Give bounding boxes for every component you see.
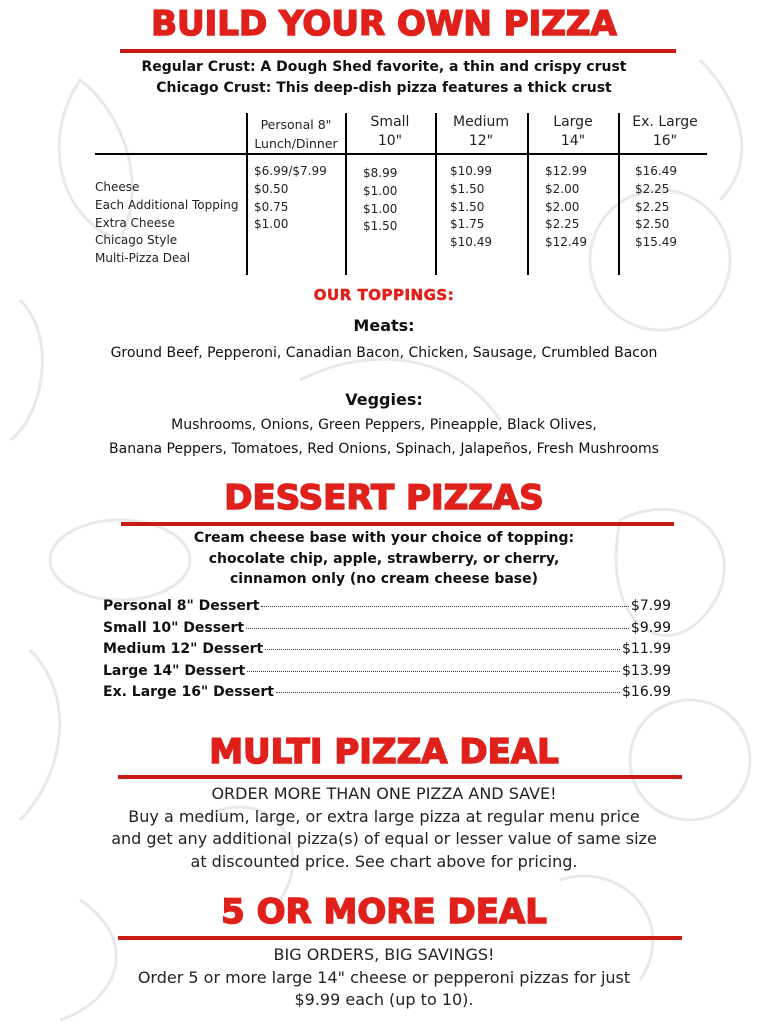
dessert-item bbox=[103, 596, 671, 618]
price-cell: $2.25 bbox=[635, 199, 670, 214]
meats-heading: Meats: bbox=[353, 316, 415, 335]
column-header-exlarge: Ex. Large 16" bbox=[632, 114, 698, 149]
row-label: Multi-Pizza Deal bbox=[95, 251, 191, 266]
veggies-list: Mushrooms, Onions, Green Peppers, Pineapple, Black Olives, Banana Peppers, Tomatoes, Red Onions, Spinach, Jalapeños, Fresh Mushrooms bbox=[109, 417, 659, 457]
toppings-title: OUR TOPPINGS: bbox=[313, 286, 455, 304]
price-cell: $2.25 bbox=[635, 181, 670, 196]
price-cell: $16.49 bbox=[635, 164, 677, 178]
price-cell: $8.99 bbox=[363, 166, 398, 180]
build-title: BUILD YOUR OWN PIZZA bbox=[151, 4, 617, 44]
table-header-rule bbox=[95, 153, 707, 155]
five-deal-underline bbox=[118, 936, 682, 940]
price-column-medium bbox=[450, 163, 492, 252]
row-label: Each Additional Topping bbox=[95, 197, 239, 212]
price-cell: $1.00 bbox=[363, 183, 398, 198]
price-cell: $0.75 bbox=[254, 199, 289, 214]
multi-deal-description: ORDER MORE THAN ONE PIZZA AND SAVE! Buy a medium, large, or extra large pizza at regular menu price and get any additional pizza(s) of equal or lesser value of same size at discounted price. See chart above for pricing. bbox=[0, 783, 768, 873]
price-cell: $10.49 bbox=[450, 235, 492, 250]
price-cell: $1.75 bbox=[450, 217, 485, 232]
dessert-title: DESSERT PIZZAS bbox=[224, 478, 544, 518]
price-cell: $12.99 bbox=[545, 164, 587, 178]
price-cell: $1.00 bbox=[254, 217, 289, 232]
veggies-heading: Veggies: bbox=[345, 390, 423, 409]
dessert-item-price: $13.99 bbox=[622, 662, 671, 679]
crust-chicago: Chicago Crust: This deep-dish pizza features a thick crust bbox=[156, 80, 612, 96]
price-column-exlarge bbox=[635, 163, 677, 252]
price-cell: $1.00 bbox=[363, 201, 398, 216]
dessert-item-price: $9.99 bbox=[630, 619, 671, 636]
multi-deal-underline bbox=[118, 775, 682, 779]
multi-deal-title: MULTI PIZZA DEAL bbox=[209, 732, 559, 772]
column-header-medium: Medium 12" bbox=[453, 114, 509, 149]
build-title-underline bbox=[120, 49, 676, 53]
price-cell: $1.50 bbox=[363, 219, 398, 234]
price-cell: $15.49 bbox=[635, 235, 677, 250]
price-cell: $0.50 bbox=[254, 181, 289, 196]
dessert-item bbox=[103, 661, 671, 683]
meats-list: Ground Beef, Pepperoni, Canadian Bacon, Chicken, Sausage, Crumbled Bacon bbox=[110, 345, 658, 361]
row-label: Cheese bbox=[95, 180, 140, 194]
dessert-item-price: $7.99 bbox=[630, 598, 671, 614]
dessert-description: Cream cheese base with your choice of topping: chocolate chip, apple, strawberry, or cherry, cinnamon only (no cream cheese base) bbox=[193, 530, 575, 587]
dessert-item bbox=[103, 682, 671, 704]
crust-regular: Regular Crust: A Dough Shed favorite, a thin and crispy crust bbox=[141, 59, 627, 75]
five-deal-headline: BIG ORDERS, BIG SAVINGS! bbox=[273, 945, 495, 964]
dessert-title-underline bbox=[121, 522, 674, 526]
price-column-small bbox=[363, 165, 397, 236]
leader-dots bbox=[247, 671, 620, 672]
price-cell: $12.49 bbox=[545, 235, 587, 250]
column-header-large: Large 14" bbox=[553, 114, 593, 149]
multi-deal-headline: ORDER MORE THAN ONE PIZZA AND SAVE! bbox=[211, 784, 557, 803]
row-label: Chicago Style bbox=[95, 233, 178, 248]
price-cell: $2.00 bbox=[545, 181, 580, 196]
price-cell: $1.50 bbox=[450, 181, 485, 196]
price-cell: $2.00 bbox=[545, 199, 580, 214]
leader-dots bbox=[265, 649, 620, 650]
dessert-item-price: $11.99 bbox=[622, 641, 671, 657]
leader-dots bbox=[261, 606, 628, 607]
price-table bbox=[95, 113, 707, 275]
dessert-item-name: Small 10" Dessert bbox=[103, 619, 245, 636]
dessert-item bbox=[103, 639, 671, 661]
crust-description bbox=[0, 57, 768, 99]
dessert-item-price: $16.99 bbox=[622, 684, 671, 700]
dessert-item-name: Personal 8" Dessert bbox=[103, 598, 260, 614]
five-deal-title: 5 OR MORE DEAL bbox=[221, 892, 547, 932]
price-column-large bbox=[545, 163, 587, 252]
five-deal-description: BIG ORDERS, BIG SAVINGS! Order 5 or more large 14" cheese or pepperoni pizzas for just $9.99 each (up to 10). bbox=[0, 944, 768, 1012]
price-cell: $1.50 bbox=[450, 199, 485, 214]
dessert-item-name: Large 14" Dessert bbox=[103, 662, 246, 679]
dessert-item-name: Ex. Large 16" Dessert bbox=[103, 684, 274, 700]
leader-dots bbox=[246, 628, 629, 629]
price-column-personal bbox=[254, 163, 327, 234]
price-cell: $6.99/$7.99 bbox=[254, 164, 327, 178]
price-cell: $10.99 bbox=[450, 164, 492, 178]
column-header-small: Small 10" bbox=[370, 114, 410, 149]
leader-dots bbox=[276, 692, 620, 693]
column-header-personal: Personal 8" Lunch/Dinner bbox=[254, 117, 338, 151]
row-label: Extra Cheese bbox=[95, 215, 175, 230]
row-labels bbox=[95, 179, 238, 268]
dessert-price-list bbox=[103, 596, 671, 704]
dessert-item bbox=[103, 618, 671, 640]
dessert-item-name: Medium 12" Dessert bbox=[103, 641, 264, 657]
price-cell: $2.25 bbox=[545, 217, 580, 232]
price-cell: $2.50 bbox=[635, 217, 670, 232]
